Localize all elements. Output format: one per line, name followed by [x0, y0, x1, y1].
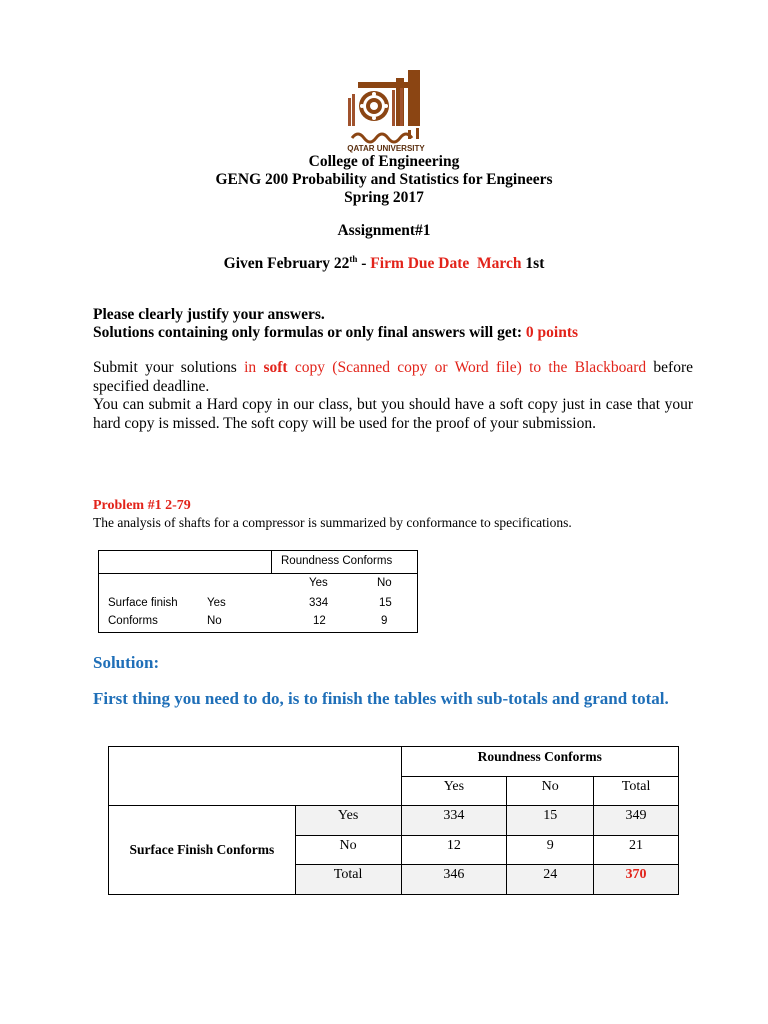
- problem-description: The analysis of shafts for a compressor is summarized by conformance to specifications.: [93, 515, 572, 530]
- submit-prefix: Submit your solutions: [93, 359, 245, 376]
- given-date-sup: th: [349, 253, 358, 264]
- sample-cell-yes-no: 15: [379, 597, 392, 609]
- course-title: GENG 200 Probability and Statistics for Engineers: [215, 171, 553, 188]
- contingency-table: [108, 746, 679, 895]
- cell-total-no: 24: [507, 865, 594, 895]
- sample-data-table: [98, 550, 418, 633]
- logo-english-text: QATAR UNIVERSITY: [347, 144, 425, 153]
- sample-col-yes: Yes: [309, 577, 328, 589]
- logo-emblem-icon: [330, 68, 442, 154]
- cell-yes-no: 15: [507, 806, 594, 836]
- col-header-yes: Yes: [401, 777, 507, 806]
- sample-row-yes: Yes: [207, 597, 226, 609]
- sample-table-header: Roundness Conforms: [281, 555, 393, 567]
- zero-points-text: Solutions containing only formulas or only final answers will get:: [93, 324, 526, 341]
- col-header-no: No: [507, 777, 594, 806]
- submit-suffix: before specified deadline.: [93, 359, 694, 395]
- cell-total-yes: 346: [401, 865, 507, 895]
- due-day: 1st: [521, 255, 545, 272]
- submit-red-soft: soft: [263, 359, 288, 376]
- cell-grand-total: 370: [594, 865, 679, 895]
- row-label-yes: Yes: [295, 806, 401, 836]
- submit-red-in: in: [244, 359, 264, 376]
- solution-heading: Solution:: [93, 653, 160, 672]
- row-label-total: Total: [295, 865, 401, 895]
- problem-title: Problem #1 2-79: [93, 498, 191, 513]
- due-date-line: [0, 255, 768, 273]
- cell-no-total: 21: [594, 836, 679, 865]
- sample-cell-no-no: 9: [381, 615, 388, 627]
- sample-row-no: No: [207, 615, 222, 627]
- solution-text: First thing you need to do, is to finish the tables with sub-totals and grand total.: [93, 689, 669, 708]
- cell-yes-total: 349: [594, 806, 679, 836]
- row-label-no: No: [295, 836, 401, 865]
- assignment-title: Assignment#1: [337, 222, 431, 239]
- zero-points-instruction: [93, 324, 693, 343]
- col-header-total: Total: [594, 777, 679, 806]
- submit-paragraph: [93, 359, 693, 396]
- sample-row-label-1: Surface finish: [108, 597, 178, 609]
- sample-col-no: No: [377, 577, 392, 589]
- zero-points-value: 0 points: [525, 324, 579, 341]
- given-date: Given February 22: [223, 255, 350, 272]
- sample-cell-yes-yes: 334: [309, 597, 329, 609]
- cell-no-yes: 12: [401, 836, 507, 865]
- sample-row-label-2: Conforms: [108, 615, 158, 627]
- submit-red-copy: copy (Scanned copy or Word file) to the Blackboard: [287, 359, 647, 376]
- term-title: Spring 2017: [344, 189, 424, 206]
- college-title: College of Engineering: [308, 153, 460, 170]
- qatar-university-logo: [330, 68, 442, 154]
- firm-due-date: Firm Due Date March: [370, 255, 522, 272]
- cell-yes-yes: 334: [401, 806, 507, 836]
- hardcopy-paragraph: You can submit a Hard copy in our class, but you should have a soft copy just in case that your hard copy is missed. The soft copy will be used for the proof of your submission.: [93, 396, 693, 432]
- cell-no-no: 9: [507, 836, 594, 865]
- table-empty-corner: [109, 747, 402, 806]
- row-header-surface-finish: Surface Finish Conforms: [109, 806, 296, 895]
- table-header-roundness: Roundness Conforms: [401, 747, 679, 777]
- justify-instruction: Please clearly justify your answers.: [93, 306, 325, 323]
- sample-cell-no-yes: 12: [313, 615, 326, 627]
- date-dash: -: [357, 255, 371, 272]
